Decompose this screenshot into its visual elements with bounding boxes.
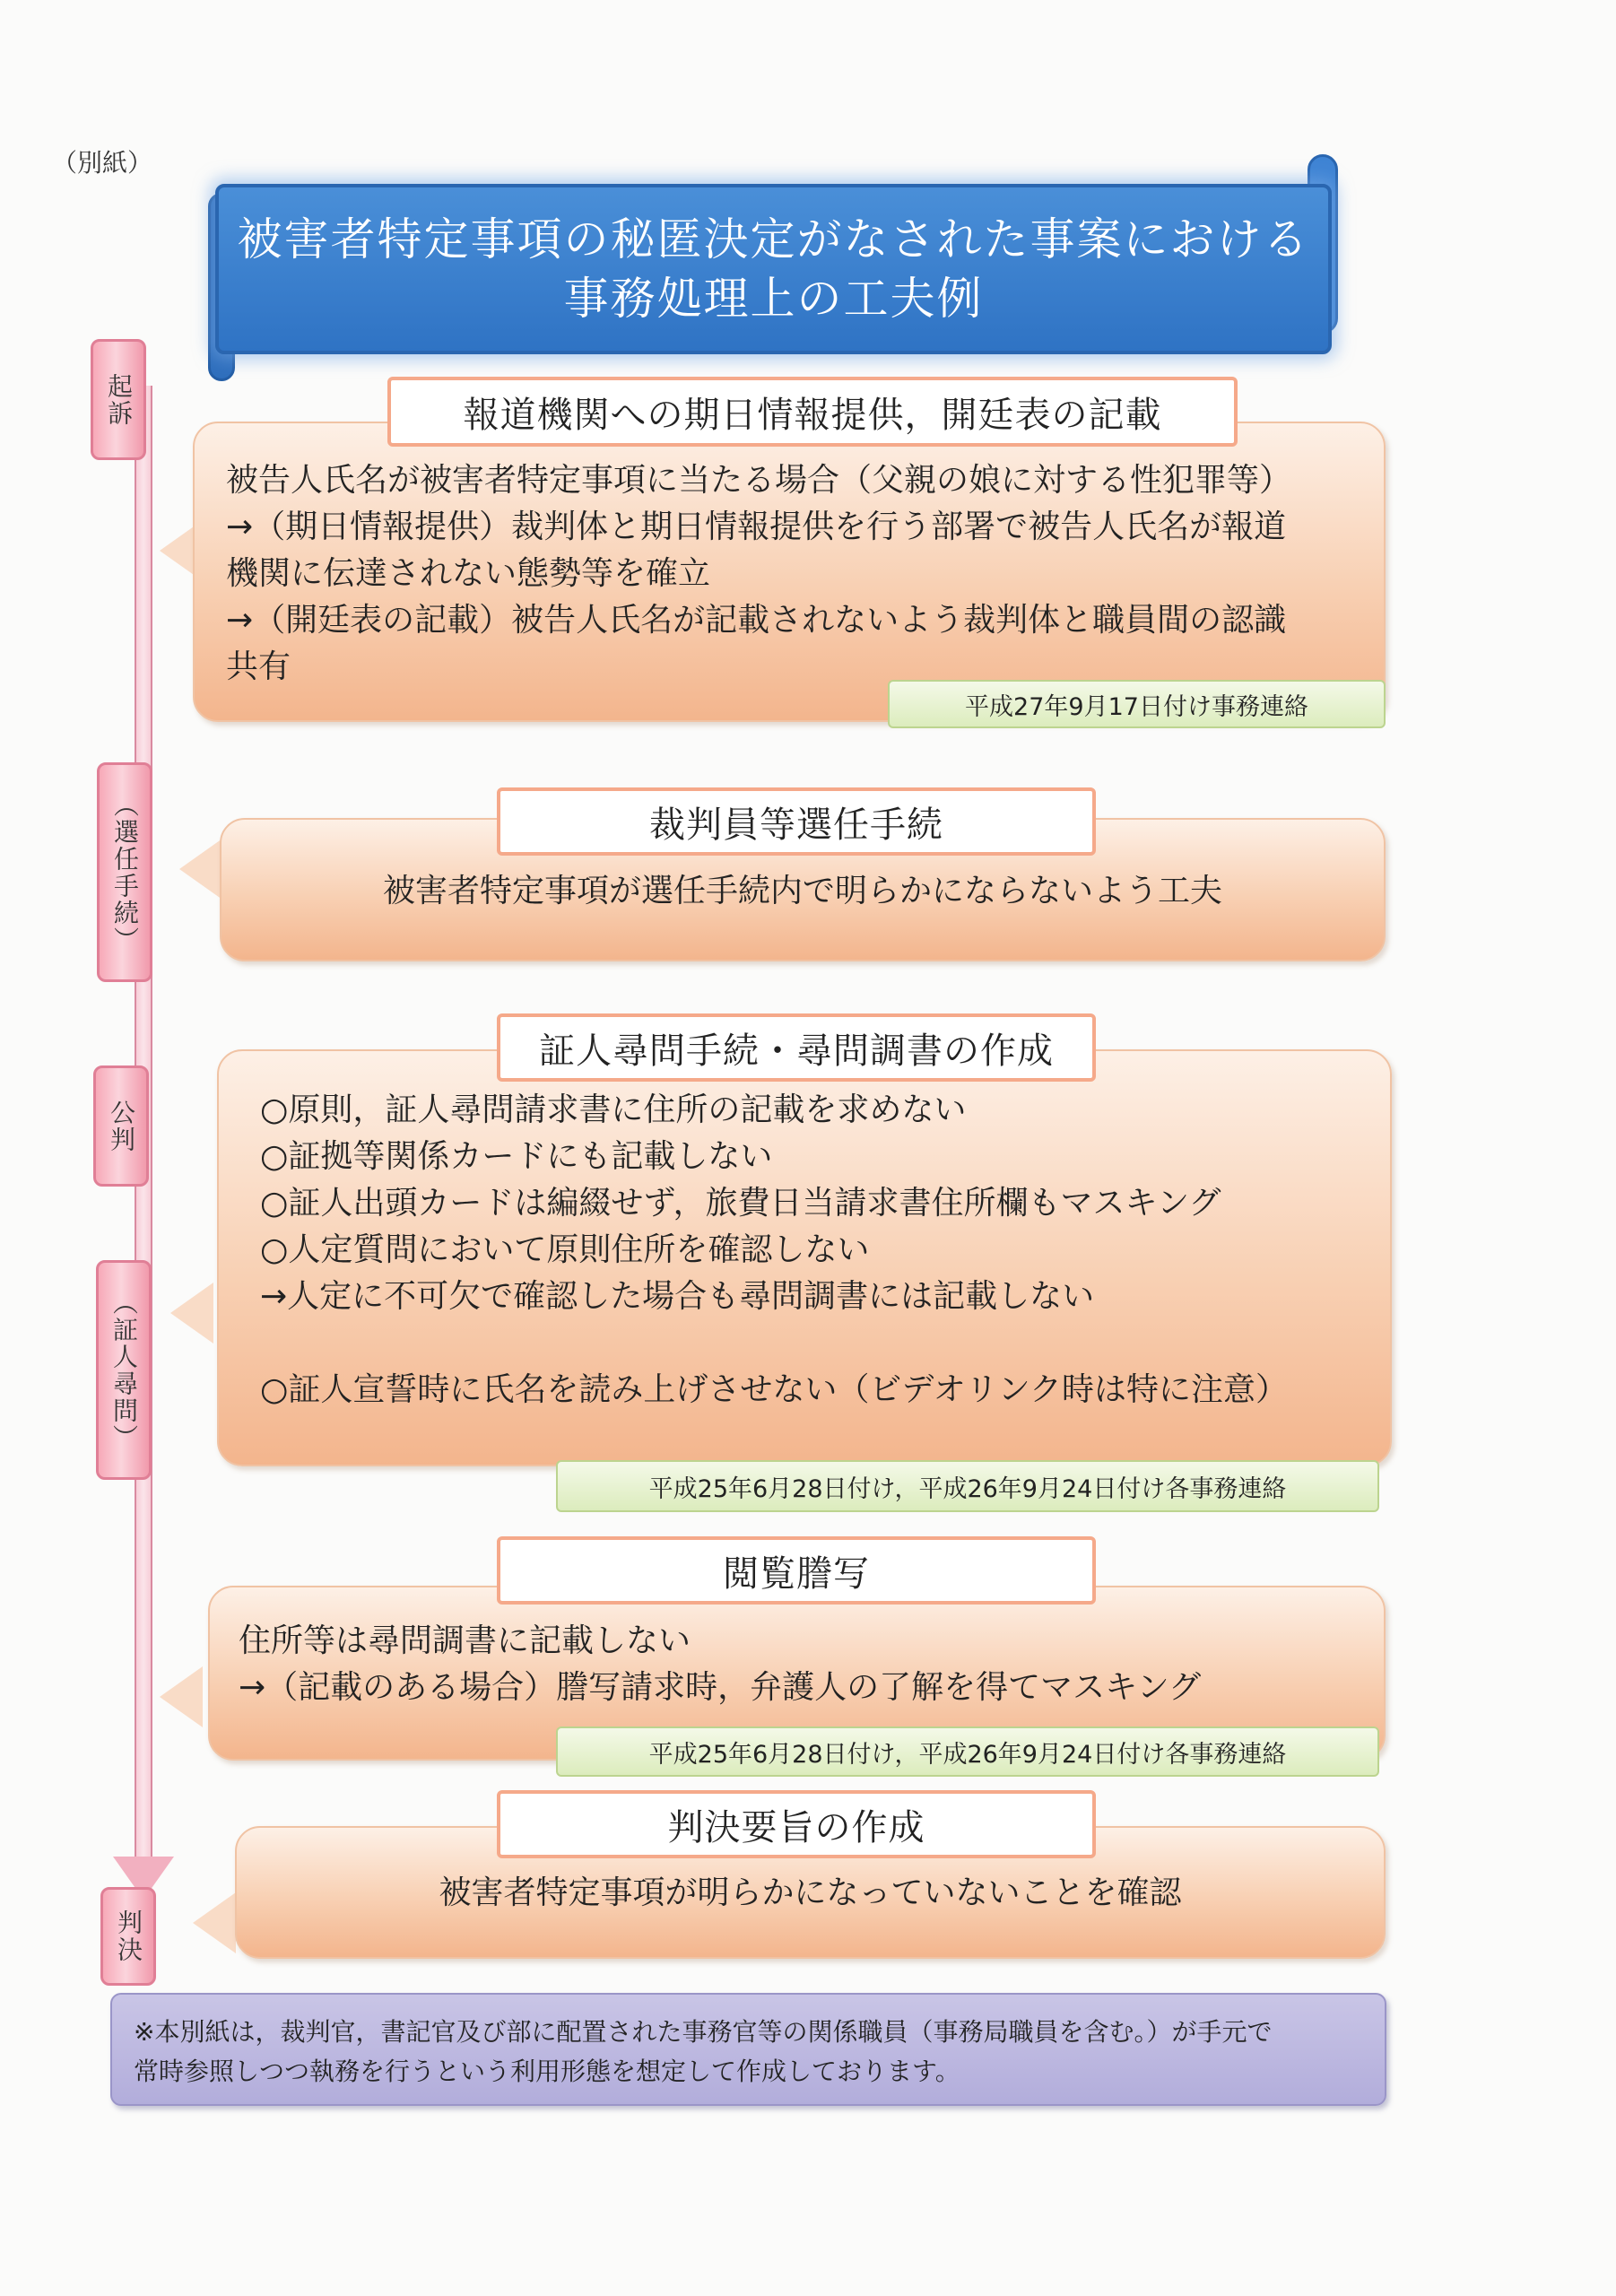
speech-tail	[193, 1892, 236, 1953]
title-banner	[215, 184, 1332, 354]
footer-note	[110, 1993, 1386, 2106]
reference-note: 平成25年6月28日付け，平成26年9月24日付け各事務連絡	[556, 1460, 1379, 1512]
stage-judgment: 判決	[100, 1887, 156, 1986]
stage-witness-examination: （証人尋問）	[96, 1260, 152, 1480]
title-line-1: 被害者特定事項の秘匿決定がなされた事案における	[237, 213, 1310, 265]
section-heading: 判決要旨の作成	[497, 1790, 1096, 1858]
section-body: 被害者特定事項が明らかになっていないことを確認	[439, 1874, 1182, 1911]
section-body: 住所等は尋問調書に記載しない →（記載のある場合）謄写請求時，弁護人の了解を得てマスキング	[239, 1622, 1202, 1706]
footer-line-2: 常時参照しつつ執務を行うという利用形態を想定して作成しております。	[134, 2057, 960, 2086]
speech-tail	[170, 1283, 213, 1344]
section-heading: 閲覧謄写	[497, 1536, 1096, 1605]
section-heading: 報道機関への期日情報提供，開廷表の記載	[387, 377, 1238, 447]
title-line-2: 事務処理上の工夫例	[563, 273, 984, 325]
section-heading: 裁判員等選任手続	[497, 787, 1096, 856]
stage-trial: 公判	[93, 1065, 149, 1187]
speech-tail	[160, 1666, 203, 1727]
stage-indictment: 起訴	[91, 339, 146, 460]
stage-selection-procedure: （選任手続）	[97, 762, 152, 982]
page-note: （別紙）	[52, 148, 153, 178]
section-body: 被告人氏名が被害者特定事項に当たる場合（父親の娘に対する性犯罪等） →（期日情報提供）裁判体と期日情報提供を行う部署で被告人氏名が報道 機関に伝達されない態勢等を確立 →（開廷表の記載）被告人氏名が記載されないよう裁判体と職員間の認識 共有	[226, 462, 1292, 685]
footer-line-1: ※本別紙は，裁判官，書記官及び部に配置された事務官等の関係職員（事務局職員を含む。）が手元で	[134, 2017, 1273, 2047]
reference-note: 平成25年6月28日付け，平成26年9月24日付け各事務連絡	[556, 1726, 1379, 1777]
section-heading: 証人尋問手続・尋問調書の作成	[497, 1013, 1096, 1082]
section-body: ○原則，証人尋問請求書に住所の記載を求めない ○証拠等関係カードにも記載しない ○証人出頭カードは編綴せず，旅費日当請求書住所欄もマスキング ○人定質問において原則住所を確認しない →人定に不可欠で確認した場合も尋問調書には記載しない ○証人宣誓時に氏名を読み上げさせない（ビデオリンク時は特に注意）	[260, 1091, 1288, 1408]
section-body: 被害者特定事項が選任手続内で明らかにならないよう工夫	[382, 873, 1222, 909]
reference-note: 平成27年9月17日付け事務連絡	[888, 680, 1386, 728]
speech-tail	[179, 839, 222, 900]
